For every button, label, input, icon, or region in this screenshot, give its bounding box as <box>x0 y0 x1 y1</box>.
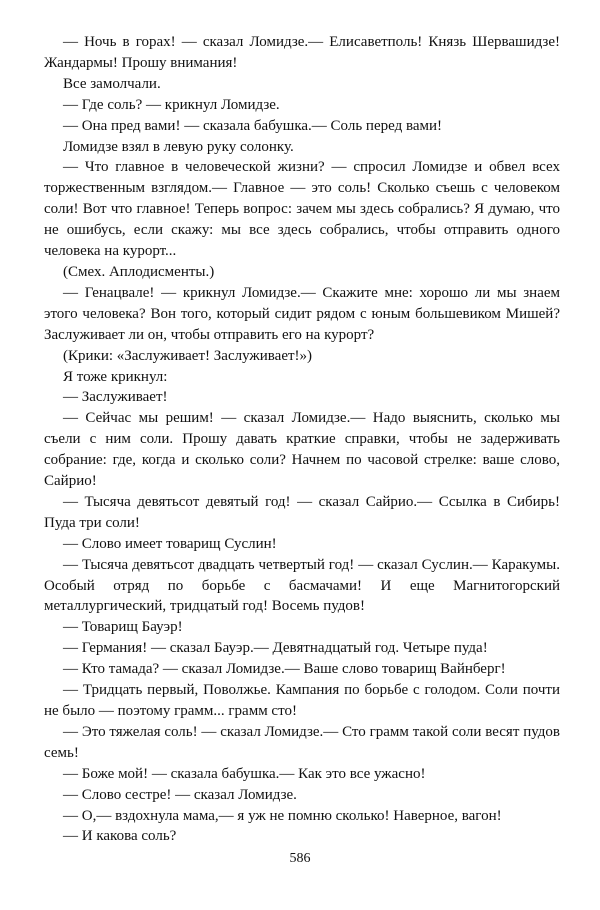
paragraph: — Что главное в человеческой жизни? — спросил Ломидзе и обвел всех торжественным взглядом.— Главное — это соль! Сколько съешь с человеком соли! Вот что главное! Теперь вопрос: зачем мы здесь собрались? Я думаю, что не ошибусь, если скажу: мы все здесь собрались, чтобы отправить одного человека на курорт... <box>44 159 560 260</box>
paragraph: — Слово сестре! — сказал Ломидзе. <box>63 786 297 803</box>
paragraph: — Где соль? — крикнул Ломидзе. <box>63 96 280 113</box>
paragraph: — Тысяча девятьсот девятый год! — сказал Сайрио.— Ссылка в Сибирь! Пуда три соли! <box>44 493 560 531</box>
paragraph: — Тридцать первый, Поволжье. Кампания по борьбе с голодом. Соли почти не было — поэтому грамм... грамм сто! <box>44 682 560 719</box>
paragraph: (Крики: «Заслуживает! Заслуживает!») <box>63 347 313 364</box>
paragraph: — Она пред вами! — сказала бабушка.— Соль перед вами! <box>63 117 443 134</box>
paragraph: Я тоже крикнул: <box>63 368 168 385</box>
paragraph: — Германия! — сказал Бауэр.— Девятнадцатый год. Четыре пуда! <box>63 640 488 657</box>
paragraph: — Слово имеет товарищ Суслин! <box>63 535 277 552</box>
paragraph: — Кто тамада? — сказал Ломидзе.— Ваше слово товарищ Вайнберг! <box>63 661 506 678</box>
paragraph: — О,— вздохнула мама,— я уж не помню сколько! Наверное, вагон! <box>63 807 502 824</box>
paragraph: — Тысяча девятьсот двадцать четвертый год! — сказал Суслин.— Каракумы. Особый отряд по борьбе с басмачами! И еще Магнитогорский металлургический, тридцатый год! Восемь пудов! <box>44 556 560 615</box>
page-text <box>44 32 560 847</box>
paragraph: — Товарищ Бауэр! <box>63 619 183 636</box>
paragraph: (Смех. Аплодисменты.) <box>63 263 215 280</box>
paragraph: — Ночь в горах! — сказал Ломидзе.— Елисаветполь! Князь Шервашидзе! Жандармы! Прошу внимания! <box>44 34 560 71</box>
paragraph: — И какова соль? <box>63 828 177 845</box>
paragraph: — Сейчас мы решим! — сказал Ломидзе.— Надо выяснить, сколько мы съели с ним соли. Прошу давать краткие справки, чтобы не задерживать собрание: где, когда и сколько соли? Начнем по часовой стрелке: ваше слово, Сайрио! <box>44 410 560 490</box>
page-number: 586 <box>289 851 311 866</box>
paragraph: — Заслуживает! <box>63 389 168 406</box>
paragraph: — Это тяжелая соль! — сказал Ломидзе.— Сто грамм такой соли весят пудов семь! <box>44 723 560 761</box>
paragraph: — Генацвале! — крикнул Ломидзе.— Скажите мне: хорошо ли мы знаем этого человека? Вон того, который сидит рядом с юным большевиком Мишей? Заслуживает ли он, чтобы отправить его на курорт? <box>44 284 560 343</box>
paragraph: — Боже мой! — сказала бабушка.— Как это все ужасно! <box>63 765 426 782</box>
paragraph: Все замолчали. <box>63 75 161 92</box>
paragraph: Ломидзе взял в левую руку солонку. <box>63 138 294 155</box>
